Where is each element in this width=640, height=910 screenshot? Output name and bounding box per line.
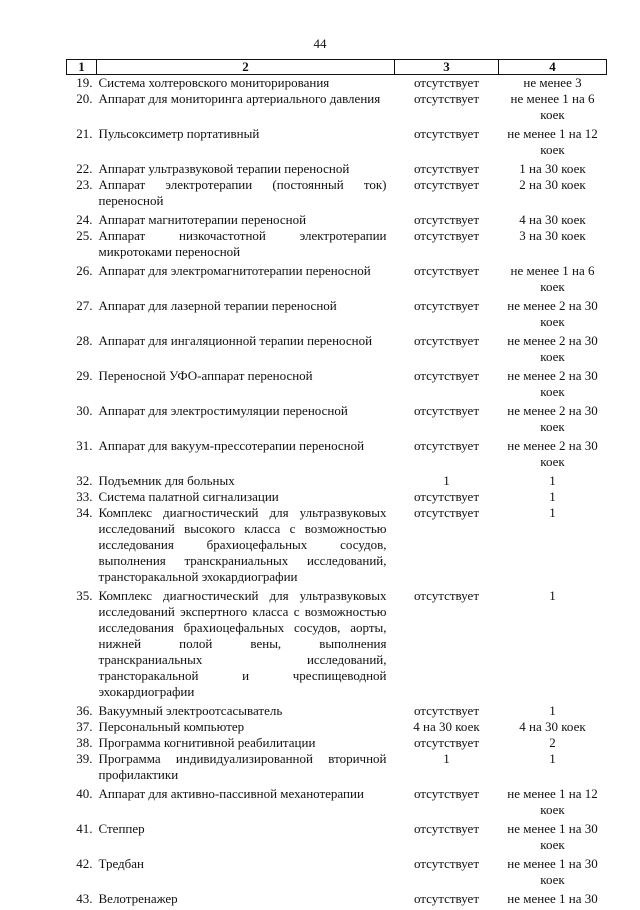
table-body bbox=[67, 75, 607, 910]
current-quantity: отсутствует bbox=[395, 298, 499, 333]
table-header-row bbox=[67, 60, 607, 75]
equipment-table bbox=[66, 59, 607, 910]
equipment-name: Пульсоксиметр портативный bbox=[97, 126, 395, 161]
row-number: 42. bbox=[67, 856, 97, 891]
current-quantity: отсутствует bbox=[395, 438, 499, 473]
equipment-name: Аппарат для мониторинга артериального давления bbox=[97, 91, 395, 126]
current-quantity: отсутствует bbox=[395, 505, 499, 588]
row-number: 35. bbox=[67, 588, 97, 703]
row-number: 26. bbox=[67, 263, 97, 298]
row-number: 23. bbox=[67, 177, 97, 212]
required-quantity: не менее 2 на 30 коек bbox=[499, 403, 607, 438]
equipment-name: Аппарат ультразвуковой терапии переносной bbox=[97, 161, 395, 177]
table-row bbox=[67, 821, 607, 856]
equipment-name: Тредбан bbox=[97, 856, 395, 891]
table-row bbox=[67, 489, 607, 505]
equipment-name: Аппарат для электромагнитотерапии переносной bbox=[97, 263, 395, 298]
equipment-name: Переносной УФО-аппарат переносной bbox=[97, 368, 395, 403]
table-row bbox=[67, 473, 607, 489]
row-number: 40. bbox=[67, 786, 97, 821]
row-number: 28. bbox=[67, 333, 97, 368]
equipment-name: Аппарат низкочастотной электротерапии микротоками переносной bbox=[97, 228, 395, 263]
required-quantity: 1 bbox=[499, 588, 607, 703]
table-row bbox=[67, 161, 607, 177]
current-quantity: 4 на 30 коек bbox=[395, 719, 499, 735]
header-col-1: 1 bbox=[67, 60, 97, 75]
row-number: 33. bbox=[67, 489, 97, 505]
required-quantity: 1 bbox=[499, 751, 607, 786]
table-row bbox=[67, 751, 607, 786]
required-quantity: 2 на 30 коек bbox=[499, 177, 607, 212]
table-row bbox=[67, 333, 607, 368]
required-quantity: не менее 2 на 30 коек bbox=[499, 333, 607, 368]
equipment-name: Система палатной сигнализации bbox=[97, 489, 395, 505]
equipment-name: Аппарат электротерапии (постоянный ток) переносной bbox=[97, 177, 395, 212]
current-quantity: отсутствует bbox=[395, 126, 499, 161]
row-number: 34. bbox=[67, 505, 97, 588]
row-number: 30. bbox=[67, 403, 97, 438]
table-row bbox=[67, 703, 607, 719]
table-row bbox=[67, 891, 607, 910]
row-number: 41. bbox=[67, 821, 97, 856]
row-number: 25. bbox=[67, 228, 97, 263]
equipment-name: Степпер bbox=[97, 821, 395, 856]
header-col-4: 4 bbox=[499, 60, 607, 75]
row-number: 39. bbox=[67, 751, 97, 786]
equipment-name: Программа когнитивной реабилитации bbox=[97, 735, 395, 751]
table-row bbox=[67, 91, 607, 126]
required-quantity: 1 bbox=[499, 489, 607, 505]
row-number: 20. bbox=[67, 91, 97, 126]
current-quantity: отсутствует bbox=[395, 161, 499, 177]
current-quantity: отсутствует bbox=[395, 891, 499, 910]
required-quantity: не менее 3 bbox=[499, 75, 607, 92]
current-quantity: отсутствует bbox=[395, 333, 499, 368]
required-quantity: не менее 1 на 30 коек bbox=[499, 856, 607, 891]
table-row bbox=[67, 438, 607, 473]
current-quantity: отсутствует bbox=[395, 786, 499, 821]
equipment-name: Аппарат для лазерной терапии переносной bbox=[97, 298, 395, 333]
current-quantity: 1 bbox=[395, 473, 499, 489]
equipment-name: Подъемник для больных bbox=[97, 473, 395, 489]
header-col-2: 2 bbox=[97, 60, 395, 75]
required-quantity: 1 bbox=[499, 473, 607, 489]
required-quantity: не менее 1 на 12 коек bbox=[499, 126, 607, 161]
header-col-3: 3 bbox=[395, 60, 499, 75]
table-row bbox=[67, 263, 607, 298]
page-number: 44 bbox=[0, 37, 640, 51]
equipment-name: Аппарат для активно-пассивной механотерапии bbox=[97, 786, 395, 821]
table-row bbox=[67, 228, 607, 263]
current-quantity: отсутствует bbox=[395, 588, 499, 703]
table-row bbox=[67, 403, 607, 438]
row-number: 43. bbox=[67, 891, 97, 910]
equipment-name: Аппарат магнитотерапии переносной bbox=[97, 212, 395, 228]
current-quantity: отсутствует bbox=[395, 368, 499, 403]
equipment-name: Комплекс диагностический для ультразвуковых исследований экспертного класса с возможностью исследования брахиоцефальных сосудов, аорты, нижней полой вены, выполнения транскраниальных исследований, трансторакальной и чреспищеводной эхокардиографии bbox=[97, 588, 395, 703]
table-row bbox=[67, 212, 607, 228]
row-number: 27. bbox=[67, 298, 97, 333]
row-number: 38. bbox=[67, 735, 97, 751]
table-row bbox=[67, 719, 607, 735]
current-quantity: отсутствует bbox=[395, 856, 499, 891]
current-quantity: отсутствует bbox=[395, 263, 499, 298]
required-quantity: не менее 2 на 30 коек bbox=[499, 438, 607, 473]
row-number: 37. bbox=[67, 719, 97, 735]
table-row bbox=[67, 177, 607, 212]
current-quantity: отсутствует bbox=[395, 228, 499, 263]
row-number: 36. bbox=[67, 703, 97, 719]
required-quantity: 1 на 30 коек bbox=[499, 161, 607, 177]
equipment-name: Аппарат для электростимуляции переносной bbox=[97, 403, 395, 438]
equipment-name: Вакуумный электроотсасыватель bbox=[97, 703, 395, 719]
row-number: 31. bbox=[67, 438, 97, 473]
current-quantity: отсутствует bbox=[395, 821, 499, 856]
required-quantity: 3 на 30 коек bbox=[499, 228, 607, 263]
required-quantity: не менее 1 на 6 коек bbox=[499, 263, 607, 298]
row-number: 22. bbox=[67, 161, 97, 177]
equipment-name: Персональный компьютер bbox=[97, 719, 395, 735]
equipment-name: Велотренажер bbox=[97, 891, 395, 910]
required-quantity: 1 bbox=[499, 703, 607, 719]
required-quantity: 1 bbox=[499, 505, 607, 588]
row-number: 29. bbox=[67, 368, 97, 403]
equipment-name: Комплекс диагностический для ультразвуковых исследований высокого класса с возможностью исследования брахиоцефальных сосудов, выполнения транскраниальных исследований, трансторакальной эхокардиографии bbox=[97, 505, 395, 588]
table-row bbox=[67, 368, 607, 403]
row-number: 32. bbox=[67, 473, 97, 489]
current-quantity: отсутствует bbox=[395, 91, 499, 126]
required-quantity: не менее 1 на 30 коек bbox=[499, 821, 607, 856]
current-quantity: отсутствует bbox=[395, 177, 499, 212]
row-number: 19. bbox=[67, 75, 97, 92]
equipment-name: Программа индивидуализированной вторичной профилактики bbox=[97, 751, 395, 786]
table-row bbox=[67, 298, 607, 333]
equipment-name: Система холтеровского мониторирования bbox=[97, 75, 395, 92]
required-quantity: 2 bbox=[499, 735, 607, 751]
current-quantity: отсутствует bbox=[395, 403, 499, 438]
current-quantity: отсутствует bbox=[395, 735, 499, 751]
required-quantity: не менее 1 на 6 коек bbox=[499, 91, 607, 126]
required-quantity: не менее 1 на 12 коек bbox=[499, 786, 607, 821]
table-row bbox=[67, 505, 607, 588]
required-quantity: 4 на 30 коек bbox=[499, 212, 607, 228]
table-row bbox=[67, 588, 607, 703]
table-row bbox=[67, 126, 607, 161]
required-quantity: 4 на 30 коек bbox=[499, 719, 607, 735]
required-quantity: не менее 1 на 30 bbox=[499, 891, 607, 910]
equipment-name: Аппарат для ингаляционной терапии переносной bbox=[97, 333, 395, 368]
current-quantity: отсутствует bbox=[395, 703, 499, 719]
required-quantity: не менее 2 на 30 коек bbox=[499, 368, 607, 403]
required-quantity: не менее 2 на 30 коек bbox=[499, 298, 607, 333]
table-row bbox=[67, 75, 607, 92]
table-row bbox=[67, 786, 607, 821]
current-quantity: отсутствует bbox=[395, 212, 499, 228]
row-number: 24. bbox=[67, 212, 97, 228]
row-number: 21. bbox=[67, 126, 97, 161]
current-quantity: отсутствует bbox=[395, 489, 499, 505]
table-row bbox=[67, 735, 607, 751]
equipment-name: Аппарат для вакуум-прессотерапии переносной bbox=[97, 438, 395, 473]
table-row bbox=[67, 856, 607, 891]
current-quantity: 1 bbox=[395, 751, 499, 786]
current-quantity: отсутствует bbox=[395, 75, 499, 92]
